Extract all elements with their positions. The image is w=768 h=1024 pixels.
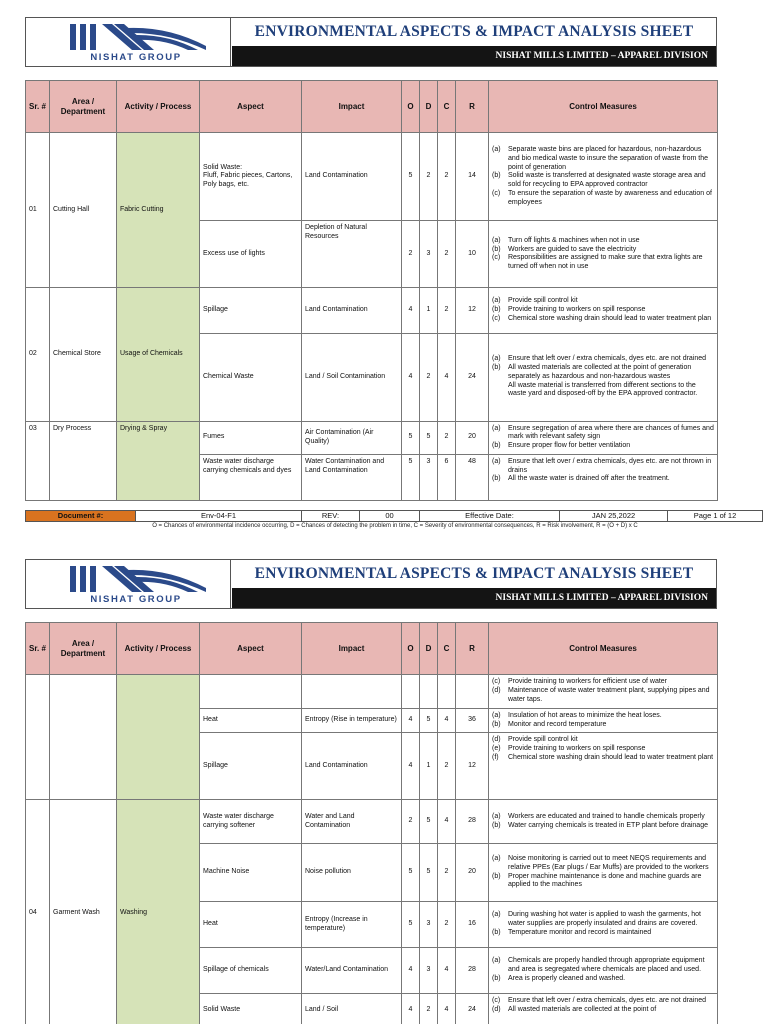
impact-cell: Land / Soil <box>302 994 402 1024</box>
control-measures-list <box>492 297 714 323</box>
risk-legend: O = Chances of environmental incidence occurring, D = Chances of detecting the problem in time, C = Severity of environmental consequences, R = Risk involvement, R = (O + D) x C <box>152 523 638 529</box>
impact-cell: Entropy (Increase in temperature) <box>302 902 402 948</box>
aspect-cell: Waste water discharge carrying softener <box>200 800 302 844</box>
measure-text: Area is properly cleaned and washed. <box>508 974 626 982</box>
r-cell: 48 <box>456 454 489 500</box>
col-r: R <box>456 81 489 133</box>
aspect-cell: Heat <box>200 902 302 948</box>
impact-cell: Land Contamination <box>302 133 402 221</box>
control-measure-item <box>492 754 714 763</box>
r-cell: 14 <box>456 133 489 221</box>
measures-cell <box>489 288 718 333</box>
d-cell: 2 <box>420 133 438 221</box>
measure-marker: (c) <box>492 314 501 322</box>
impact-cell: Land Contamination <box>302 288 402 333</box>
sheet-header <box>25 17 717 67</box>
measure-marker: (a) <box>492 957 501 965</box>
control-measure-item <box>492 1006 714 1015</box>
measure-marker: (b) <box>492 872 501 880</box>
sheet-page-1 <box>25 17 737 529</box>
control-measure-item <box>492 678 714 687</box>
area-cell: Garment Wash <box>50 800 117 1024</box>
measure-text: All wasted materials are collected at the point of <box>508 1005 657 1013</box>
measure-marker: (c) <box>492 189 501 197</box>
sr-cell: 03 <box>26 421 50 500</box>
measure-text: Turn off lights & machines when not in use <box>508 236 640 244</box>
impact-cell <box>302 675 402 709</box>
control-measures-list <box>492 855 714 890</box>
measures-cell <box>489 902 718 948</box>
control-measure-item <box>492 246 714 255</box>
r-cell <box>456 675 489 709</box>
measure-text: Provide spill control kit <box>508 297 578 305</box>
c-cell: 4 <box>438 948 456 994</box>
measure-text: Provide spill control kit <box>508 736 578 743</box>
col-c: C <box>438 623 456 675</box>
d-cell: 3 <box>420 454 438 500</box>
o-cell: 5 <box>402 454 420 500</box>
measure-text: Insulation of hot areas to minimize the heat loses. <box>508 711 662 719</box>
d-cell: 1 <box>420 733 438 800</box>
measure-text: Provide training to workers on spill response <box>508 744 646 752</box>
measure-text: Ensure proper flow for better ventilation <box>508 442 631 450</box>
c-cell: 4 <box>438 800 456 844</box>
r-cell: 28 <box>456 948 489 994</box>
control-measure-item <box>492 911 714 929</box>
o-cell: 4 <box>402 733 420 800</box>
measures-cell <box>489 733 718 800</box>
measures-cell <box>489 333 718 421</box>
r-cell: 20 <box>456 421 489 454</box>
measure-text: Temperature monitor and record is maintained <box>508 928 652 936</box>
r-cell: 20 <box>456 844 489 902</box>
measure-text: Chemical store washing drain should lead to water treatment plan <box>508 314 712 322</box>
col-sr: Sr. # <box>26 81 50 133</box>
o-cell: 4 <box>402 333 420 421</box>
col-sr: Sr. # <box>26 623 50 675</box>
measure-text: Water carrying chemicals is treated in ETP plant before drainage <box>508 821 708 829</box>
o-cell: 5 <box>402 902 420 948</box>
aspect-cell <box>200 675 302 709</box>
col-o: O <box>402 81 420 133</box>
control-measure-item <box>492 237 714 246</box>
aspects-table <box>25 622 718 1024</box>
aspect-cell: Heat <box>200 709 302 733</box>
impact-cell: Water/Land Contamination <box>302 948 402 994</box>
control-measure-item <box>492 813 714 822</box>
impact-cell: Land Contamination <box>302 733 402 800</box>
control-measures-list <box>492 146 714 207</box>
control-measure-item <box>492 957 714 975</box>
control-measures-list <box>492 813 714 831</box>
measure-text: Proper machine maintenance is done and machine guards are applied to the machines <box>508 872 702 889</box>
control-measure-item <box>492 712 714 721</box>
measure-text: During washing hot water is applied to wash the garments, hot water supplies are properly insulated and drains are covered. <box>508 911 701 928</box>
control-measure-item <box>492 745 714 754</box>
measures-cell <box>489 133 718 221</box>
measure-marker: (a) <box>492 711 501 719</box>
impact-cell: Noise pollution <box>302 844 402 902</box>
sheet-title: ENVIRONMENTAL ASPECTS & IMPACT ANALYSIS SHEET <box>254 565 694 582</box>
nishat-logo-icon <box>68 22 208 52</box>
measures-cell <box>489 800 718 844</box>
measure-marker: (d) <box>492 1005 501 1013</box>
col-c: C <box>438 81 456 133</box>
impact-cell: Water and Land Contamination <box>302 800 402 844</box>
aspect-cell: Chemical Waste <box>200 333 302 421</box>
measures-cell <box>489 454 718 500</box>
measure-text: Provide training to workers for efficient use of water <box>508 678 668 686</box>
o-cell <box>402 675 420 709</box>
logo-text: NISHAT GROUP <box>90 52 182 63</box>
measure-text: To ensure the separation of waste by awareness and education of employees <box>508 189 712 206</box>
measure-text: All the waste water is drained off after the treatment. <box>508 475 670 483</box>
effective-date: JAN 25,2022 <box>560 511 668 521</box>
o-cell: 4 <box>402 709 420 733</box>
aspect-cell: Solid Waste: Fluff, Fabric pieces, Cartons, Poly bags, etc. <box>200 133 302 221</box>
doc-number: Env-04-F1 <box>136 511 302 521</box>
control-measures-list <box>492 355 714 399</box>
col-d: D <box>420 81 438 133</box>
table-row <box>26 421 718 454</box>
activity-cell: Drying & Spray <box>117 421 200 500</box>
r-cell: 10 <box>456 221 489 288</box>
c-cell <box>438 675 456 709</box>
measure-text: Maintenance of waste water treatment plant, supplying pipes and water taps. <box>508 687 710 703</box>
o-cell: 4 <box>402 288 420 333</box>
control-measure-item <box>492 297 714 306</box>
company-subtitle: NISHAT MILLS LIMITED – APPAREL DIVISION <box>232 46 716 66</box>
col-area: Area / Department <box>50 623 117 675</box>
measures-cell <box>489 948 718 994</box>
control-measure-item <box>492 442 714 451</box>
d-cell: 2 <box>420 994 438 1024</box>
d-cell: 2 <box>420 333 438 421</box>
impact-cell: Depletion of Natural Resources <box>302 221 402 288</box>
aspect-cell: Solid Waste <box>200 994 302 1024</box>
d-cell: 3 <box>420 902 438 948</box>
d-cell: 5 <box>420 709 438 733</box>
o-cell: 4 <box>402 994 420 1024</box>
measure-text: Monitor and record temperature <box>508 720 607 728</box>
col-aspect: Aspect <box>200 81 302 133</box>
measure-marker: (b) <box>492 172 501 180</box>
document-footer <box>25 510 763 522</box>
control-measures-list <box>492 997 714 1015</box>
control-measure-item <box>492 873 714 891</box>
measure-marker: (d) <box>492 687 501 695</box>
measure-text: Workers are educated and trained to handle chemicals properly <box>508 812 705 820</box>
impact-cell: Land / Soil Contamination <box>302 333 402 421</box>
c-cell: 6 <box>438 454 456 500</box>
measure-marker: (f) <box>492 753 499 761</box>
c-cell: 2 <box>438 844 456 902</box>
measure-marker: (b) <box>492 442 501 450</box>
measure-marker: (a) <box>492 355 501 363</box>
measure-marker: (a) <box>492 911 501 919</box>
measure-marker: (c) <box>492 997 501 1004</box>
aspect-cell: Spillage <box>200 733 302 800</box>
rev-label: REV: <box>302 511 360 521</box>
measure-marker: (b) <box>492 720 501 728</box>
control-measures-list <box>492 425 714 451</box>
activity-cell: Fabric Cutting <box>117 133 200 288</box>
measures-cell <box>489 421 718 454</box>
col-d: D <box>420 623 438 675</box>
col-impact: Impact <box>302 81 402 133</box>
control-measure-item <box>492 687 714 705</box>
d-cell: 5 <box>420 844 438 902</box>
aspect-cell: Machine Noise <box>200 844 302 902</box>
measure-text: Noise monitoring is carried out to meet NEQS requirements and relative PPEs (Ear plugs / Ear Muffs) are provided to the workers <box>508 855 709 871</box>
c-cell: 4 <box>438 333 456 421</box>
col-area: Area / Department <box>50 81 117 133</box>
r-cell: 36 <box>456 709 489 733</box>
c-cell: 2 <box>438 902 456 948</box>
d-cell: 3 <box>420 948 438 994</box>
aspect-cell: Waste water discharge carrying chemicals and dyes <box>200 454 302 500</box>
control-measure-item <box>492 315 714 324</box>
d-cell: 5 <box>420 800 438 844</box>
measures-cell <box>489 994 718 1024</box>
sr-cell: 01 <box>26 133 50 288</box>
c-cell: 2 <box>438 288 456 333</box>
c-cell: 2 <box>438 733 456 800</box>
r-cell: 16 <box>456 902 489 948</box>
control-measure-item <box>492 254 714 272</box>
control-measure-item <box>492 475 714 484</box>
logo-text: NISHAT GROUP <box>90 594 182 605</box>
measure-marker: (b) <box>492 974 501 982</box>
control-measures-list <box>492 712 714 730</box>
control-measures-list <box>492 736 714 762</box>
r-cell: 12 <box>456 733 489 800</box>
control-measure-item <box>492 975 714 984</box>
c-cell: 4 <box>438 709 456 733</box>
measure-marker: (a) <box>492 424 501 432</box>
area-cell: Dry Process <box>50 421 117 500</box>
aspect-cell: Fumes <box>200 421 302 454</box>
measure-marker: (e) <box>492 744 501 752</box>
measure-text: Provide training to workers on spill response <box>508 306 646 314</box>
measure-marker: (a) <box>492 297 501 305</box>
page-number: Page 1 of 12 <box>693 511 737 520</box>
measure-marker: (b) <box>492 475 501 483</box>
measure-text: Separate waste bins are placed for hazardous, non-hazardous and bio medical waste to insure the separation of waste from the point of generation <box>508 146 708 171</box>
o-cell: 2 <box>402 221 420 288</box>
measure-marker: (a) <box>492 812 501 820</box>
measure-text: Chemical store washing drain should lead to water treatment plant <box>508 753 714 761</box>
measure-text: Ensure that left over / extra chemicals, dyes etc. are not thrown in drains <box>508 457 712 474</box>
col-activity: Activity / Process <box>117 81 200 133</box>
sheet-page-2 <box>25 559 717 1013</box>
table-row <box>26 288 718 333</box>
measure-text: Chemicals are properly handled through appropriate equipment and area is segregated where chemicals are placed and used. <box>508 957 705 974</box>
col-aspect: Aspect <box>200 623 302 675</box>
aspect-cell: Excess use of lights <box>200 221 302 288</box>
measures-cell <box>489 844 718 902</box>
control-measure-item <box>492 364 714 382</box>
activity-cell: Usage of Chemicals <box>117 288 200 421</box>
control-measures-list <box>492 957 714 983</box>
control-measure-item <box>492 172 714 190</box>
doc-number-label: Document #: <box>26 511 136 521</box>
control-measure-item <box>492 190 714 208</box>
control-measure-item <box>492 425 714 443</box>
r-cell: 24 <box>456 333 489 421</box>
o-cell: 2 <box>402 800 420 844</box>
col-control-measures: Control Measures <box>489 81 718 133</box>
nishat-logo-icon <box>68 564 208 594</box>
measure-marker: (a) <box>492 146 501 154</box>
area-cell: Chemical Store <box>50 288 117 421</box>
control-measures-list <box>492 458 714 484</box>
measure-marker: (a) <box>492 855 501 862</box>
table-header-row <box>26 623 718 675</box>
control-measure-item <box>492 855 714 873</box>
control-measure-item <box>492 355 714 364</box>
measure-text: Ensure segregation of area where there are chances of fumes and mark with relevant safety sign <box>508 424 714 441</box>
measure-marker: (b) <box>492 821 501 829</box>
measure-text: All wasted materials are collected at the point of generation separately as hazardous and non-hazardous wastes <box>508 364 692 380</box>
col-impact: Impact <box>302 623 402 675</box>
impact-cell: Entropy (Rise in temperature) <box>302 709 402 733</box>
control-measures-list <box>492 678 714 704</box>
col-activity: Activity / Process <box>117 623 200 675</box>
measures-cell <box>489 221 718 288</box>
control-measure-item <box>492 146 714 172</box>
measure-marker: (b) <box>492 364 501 372</box>
d-cell: 3 <box>420 221 438 288</box>
o-cell: 5 <box>402 844 420 902</box>
control-measure-item <box>492 822 714 831</box>
measure-marker: (b) <box>492 306 501 314</box>
table-header-row <box>26 81 718 133</box>
d-cell <box>420 675 438 709</box>
c-cell: 2 <box>438 221 456 288</box>
r-cell: 12 <box>456 288 489 333</box>
r-cell: 24 <box>456 994 489 1024</box>
measure-text: Solid waste is transferred at designated waste storage area and sold for recycling to EPA approved contractor <box>508 172 706 189</box>
company-subtitle: NISHAT MILLS LIMITED – APPAREL DIVISION <box>232 588 716 608</box>
measure-text: Ensure that left over / extra chemicals, dyes etc. are not drained <box>508 355 707 363</box>
sr-cell: 02 <box>26 288 50 421</box>
measure-marker: (b) <box>492 245 501 253</box>
sr-cell <box>26 675 50 800</box>
measure-text: Workers are guided to save the electricity <box>508 245 637 253</box>
c-cell: 4 <box>438 994 456 1024</box>
control-measure-item <box>492 736 714 745</box>
activity-cell <box>117 675 200 800</box>
control-measure-item <box>492 929 714 938</box>
measure-text: Responsibilities are assigned to make sure that extra lights are turned off when not in use <box>508 254 703 271</box>
table-row <box>26 133 718 221</box>
o-cell: 5 <box>402 421 420 454</box>
o-cell: 5 <box>402 133 420 221</box>
impact-cell: Water Contamination and Land Contamination <box>302 454 402 500</box>
sr-cell: 04 <box>26 800 50 1024</box>
impact-cell: Air Contamination (Air Quality) <box>302 421 402 454</box>
col-o: O <box>402 623 420 675</box>
measures-cell <box>489 709 718 733</box>
aspect-cell: Spillage <box>200 288 302 333</box>
measure-text: Ensure that left over / extra chemicals, dyes etc. are not drained <box>508 997 707 1004</box>
control-measures-list <box>492 237 714 272</box>
rev-value: 00 <box>360 511 420 521</box>
d-cell: 1 <box>420 288 438 333</box>
aspects-table <box>25 80 718 501</box>
measure-marker: (a) <box>492 236 501 244</box>
nishat-logo <box>26 18 231 66</box>
sheet-title: ENVIRONMENTAL ASPECTS & IMPACT ANALYSIS SHEET <box>254 23 694 40</box>
control-measure-item <box>492 458 714 476</box>
c-cell: 2 <box>438 421 456 454</box>
measure-marker: (b) <box>492 928 501 936</box>
control-measure-item <box>492 306 714 315</box>
activity-cell: Washing <box>117 800 200 1024</box>
measure-marker: (c) <box>492 678 501 686</box>
table-row <box>26 800 718 844</box>
measure-marker: (c) <box>492 254 501 262</box>
measures-cell <box>489 675 718 709</box>
d-cell: 5 <box>420 421 438 454</box>
measure-marker: (a) <box>492 457 501 465</box>
c-cell: 2 <box>438 133 456 221</box>
area-cell <box>50 675 117 800</box>
r-cell: 28 <box>456 800 489 844</box>
table-row <box>26 675 718 709</box>
col-control-measures: Control Measures <box>489 623 718 675</box>
measure-text: All waste material is transferred from different sections to the waste yard and disposed-off by the EPA approved contractor. <box>508 381 698 398</box>
aspect-cell: Spillage of chemicals <box>200 948 302 994</box>
control-measures-list <box>492 911 714 937</box>
control-measure-item <box>492 721 714 730</box>
control-measure-item <box>492 382 714 400</box>
sheet-header <box>25 559 717 609</box>
measure-marker: (d) <box>492 736 501 743</box>
effective-date-label: Effective Date: <box>420 511 560 521</box>
o-cell: 4 <box>402 948 420 994</box>
nishat-logo <box>26 560 231 608</box>
area-cell: Cutting Hall <box>50 133 117 288</box>
col-r: R <box>456 623 489 675</box>
control-measure-item <box>492 997 714 1006</box>
